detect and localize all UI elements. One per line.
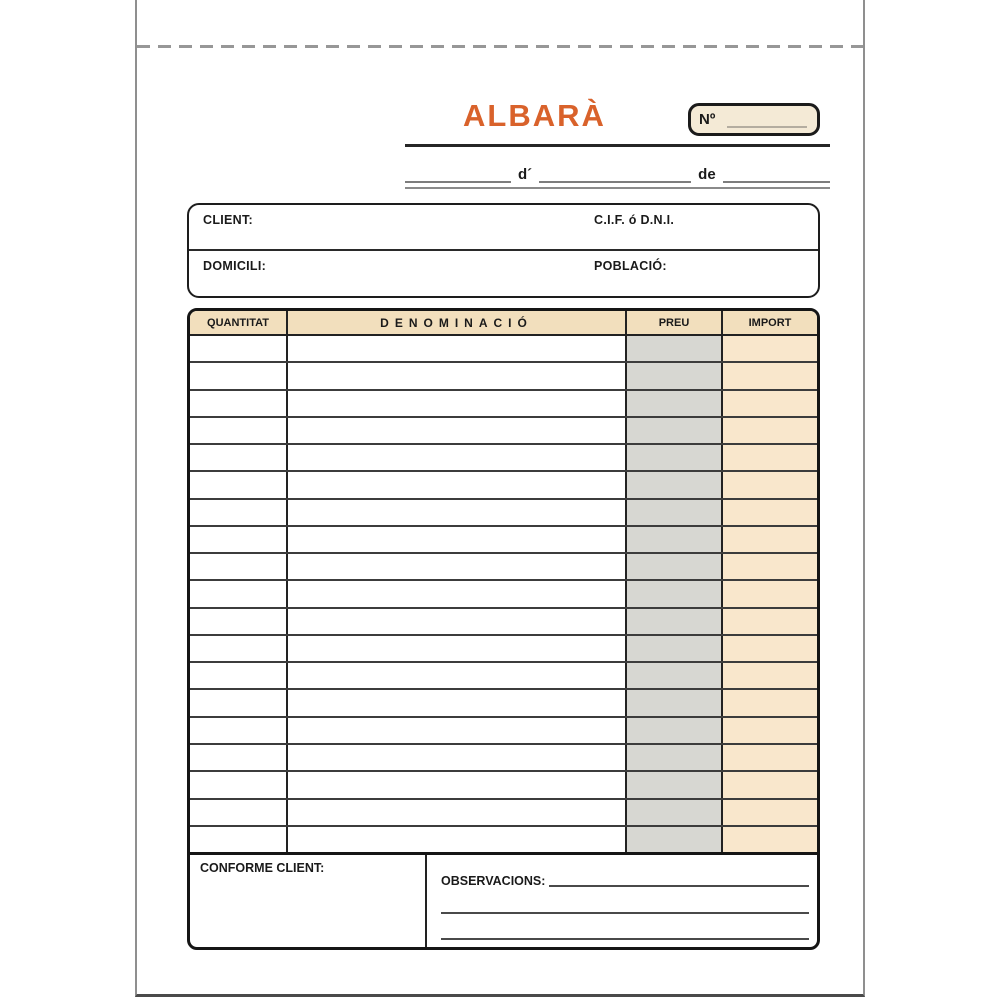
cell-preu [627, 418, 723, 443]
cell-qty [190, 554, 288, 579]
table-row [190, 472, 817, 499]
perforation-line [137, 45, 863, 48]
client-label: CLIENT: [203, 213, 254, 227]
cell-denom [288, 527, 627, 552]
date-connector-1: d´ [518, 166, 533, 183]
table-row [190, 445, 817, 472]
delivery-note-sheet [135, 0, 865, 997]
cell-qty [190, 663, 288, 688]
form-title: ALBARÀ [463, 98, 606, 133]
cell-qty [190, 418, 288, 443]
cell-qty [190, 772, 288, 797]
cell-qty [190, 690, 288, 715]
cell-denom [288, 690, 627, 715]
cell-import [723, 609, 817, 634]
number-entry-line [727, 126, 807, 128]
cell-qty [190, 636, 288, 661]
cell-qty [190, 363, 288, 388]
cell-qty [190, 472, 288, 497]
cell-preu [627, 827, 723, 852]
cell-qty [190, 391, 288, 416]
items-table-body [190, 336, 817, 852]
cell-denom [288, 663, 627, 688]
cell-denom [288, 418, 627, 443]
cell-denom [288, 609, 627, 634]
cell-import [723, 800, 817, 825]
cell-import [723, 636, 817, 661]
number-box [688, 103, 820, 136]
table-row [190, 581, 817, 608]
cell-denom [288, 745, 627, 770]
date-line [405, 162, 830, 183]
cell-qty [190, 336, 288, 361]
date-blank-month [539, 162, 691, 183]
cell-import [723, 581, 817, 606]
conforme-client-box [190, 855, 427, 947]
items-table-header [190, 311, 817, 336]
cell-qty [190, 527, 288, 552]
cell-denom [288, 472, 627, 497]
table-row [190, 336, 817, 363]
table-row [190, 663, 817, 690]
cell-import [723, 718, 817, 743]
cell-denom [288, 718, 627, 743]
cell-denom [288, 554, 627, 579]
cell-import [723, 472, 817, 497]
cell-preu [627, 581, 723, 606]
observacions-label: OBSERVACIONS: [441, 874, 546, 888]
cell-preu [627, 527, 723, 552]
table-row [190, 745, 817, 772]
number-label: Nº [699, 111, 716, 128]
observacions-line-3 [441, 938, 809, 940]
city-label: POBLACIÓ: [594, 258, 667, 273]
cell-denom [288, 581, 627, 606]
cell-qty [190, 827, 288, 852]
observacions-line-2 [441, 912, 809, 914]
conforme-client-label: CONFORME CLIENT: [200, 861, 325, 875]
header-quantitat: QUANTITAT [190, 311, 288, 334]
observacions-box [427, 855, 817, 947]
cell-qty [190, 609, 288, 634]
cell-preu [627, 554, 723, 579]
cell-preu [627, 609, 723, 634]
cell-import [723, 527, 817, 552]
cell-preu [627, 391, 723, 416]
client-info-box [187, 203, 820, 298]
cell-preu [627, 718, 723, 743]
cell-qty [190, 500, 288, 525]
cell-import [723, 772, 817, 797]
cell-import [723, 745, 817, 770]
date-blank-day [405, 162, 511, 183]
address-label: DOMICILI: [203, 258, 267, 273]
client-row-bottom [189, 251, 818, 297]
cell-preu [627, 336, 723, 361]
cell-import [723, 418, 817, 443]
table-row [190, 554, 817, 581]
cell-denom [288, 500, 627, 525]
cell-denom [288, 391, 627, 416]
table-row [190, 827, 817, 852]
cell-preu [627, 363, 723, 388]
header-denominacio: DENOMINACIÓ [288, 311, 627, 334]
table-row [190, 718, 817, 745]
cell-import [723, 663, 817, 688]
cell-denom [288, 336, 627, 361]
cell-preu [627, 663, 723, 688]
table-row [190, 690, 817, 717]
cell-denom [288, 363, 627, 388]
items-table [187, 308, 820, 950]
cell-qty [190, 581, 288, 606]
cell-qty [190, 445, 288, 470]
cell-preu [627, 690, 723, 715]
table-row [190, 609, 817, 636]
cell-preu [627, 636, 723, 661]
cell-import [723, 690, 817, 715]
cell-preu [627, 800, 723, 825]
header-import: IMPORT [748, 316, 792, 329]
items-table-footer [190, 852, 817, 947]
table-row [190, 772, 817, 799]
table-row [190, 500, 817, 527]
table-row [190, 800, 817, 827]
cell-import [723, 500, 817, 525]
date-connector-2: de [698, 166, 716, 183]
cell-import [723, 336, 817, 361]
header-preu: PREU [627, 311, 723, 334]
cell-preu [627, 445, 723, 470]
cell-denom [288, 636, 627, 661]
cell-import [723, 554, 817, 579]
cell-preu [627, 745, 723, 770]
cell-preu [627, 472, 723, 497]
cell-qty [190, 745, 288, 770]
cell-qty [190, 718, 288, 743]
date-underline [405, 187, 830, 189]
cell-qty [190, 800, 288, 825]
client-row-top [189, 205, 818, 251]
cell-import [723, 363, 817, 388]
cell-denom [288, 827, 627, 852]
table-row [190, 527, 817, 554]
cell-preu [627, 772, 723, 797]
table-row [190, 418, 817, 445]
observacions-line-1 [549, 885, 809, 887]
cell-preu [627, 500, 723, 525]
cell-import [723, 827, 817, 852]
cell-import [723, 445, 817, 470]
title-rule [405, 144, 830, 147]
cif-label: C.I.F. ó D.N.I. [594, 213, 675, 227]
date-blank-year [723, 162, 830, 183]
table-row [190, 363, 817, 390]
cell-denom [288, 800, 627, 825]
table-row [190, 391, 817, 418]
table-row [190, 636, 817, 663]
cell-denom [288, 445, 627, 470]
cell-import [723, 391, 817, 416]
cell-denom [288, 772, 627, 797]
